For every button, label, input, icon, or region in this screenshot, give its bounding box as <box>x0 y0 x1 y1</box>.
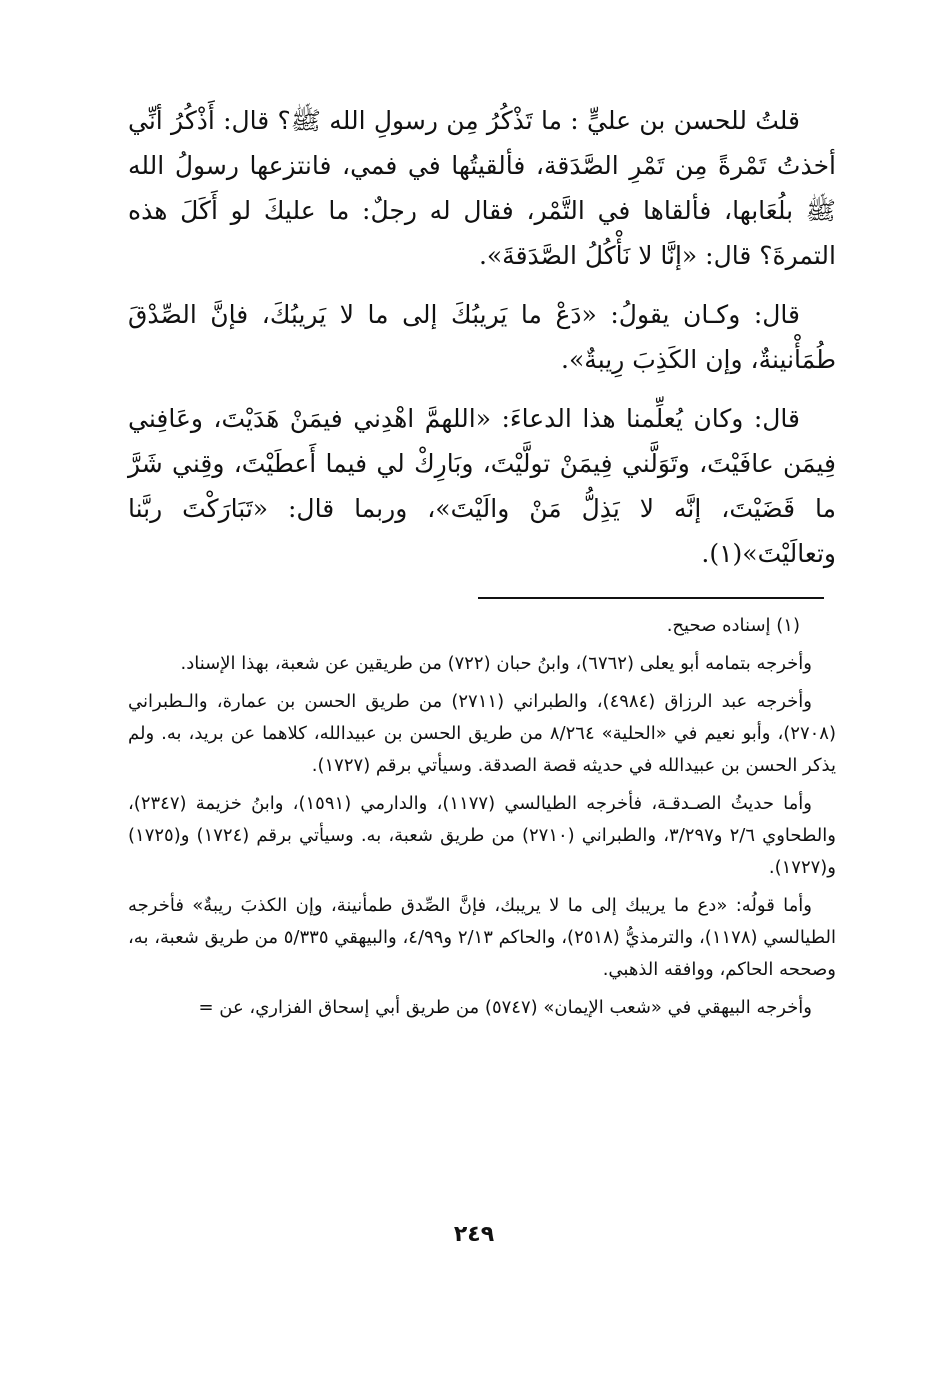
footnote-separator <box>478 597 824 599</box>
main-paragraph: قال: وكان يُعلِّمنا هذا الدعاءَ: «اللهمَّ اهْدِني فيمَنْ هَدَيْتَ، وعَافِني فِيمَن عافَيْتَ، وتَوَلَّني فِيمَنْ تولَّيْتَ، وبَارِكْ لي فيما أَعطَيْتَ، وقِني شَرَّ ما قَضَيْتَ، إنَّه لا يَذِلُّ مَنْ والَيْتَ»، وربما قال: «تَبَارَكْتَ ربَّنا وتعالَيْتَ»(١). <box>128 404 836 568</box>
page-number: ٢٤٩ <box>453 1222 495 1247</box>
footnote-line: وأخرجه عبد الرزاق (٤٩٨٤)، والطبراني (٢٧١١) من طريق الحسن بن عمارة، والـطبراني (٢٧٠٨)، وأبو نعيم في «الحلية» ٨/٢٦٤ من طريق الحسن بن عبيدالله، كلاهما عن بريد، به. ولم يذكر الحسن بن عبيدالله في حديثه قصة الصدقة. وسيأتي برقم (١٧٢٧). <box>128 691 836 776</box>
footnote-line: وأخرجه البيهقي في «شعب الإيمان» (٥٧٤٧) من طريق أبي إسحاق الفزاري، عن = <box>198 997 812 1018</box>
footnote-line: (١) إسناده صحيح. <box>666 615 800 636</box>
footnote-line: وأخرجه بتمامه أبو يعلى (٦٧٦٢)، وابنُ حبان (٧٢٢) من طريقين عن شعبة، بهذا الإسناد. <box>180 653 812 674</box>
main-text <box>128 98 836 590</box>
main-paragraph: قال: وكـان يقولُ: «دَعْ ما يَريبُكَ إلى ما لا يَريبُكَ، فإنَّ الصِّدْقَ طُمَأْنينةٌ، وإن الكَذِبَ رِيبةٌ». <box>128 300 836 374</box>
footnote-line: وأما حديثُ الصـدقـة، فأخرجه الطيالسي (١١٧٧)، والدارمي (١٥٩١)، وابنُ خزيمة (٢٣٤٧)، والطحاوي ٢/٦ و٣/٢٩٧، والطبراني (٢٧١٠) من طريق شعبة، به. وسيأتي برقم (١٧٢٤) و(١٧٢٥) و(١٧٢٧). <box>128 793 836 878</box>
footnotes <box>128 610 836 1030</box>
footnote-line: وأما قولُه: «دع ما يريبك إلى ما لا يريبك، فإنَّ الصِّدق طمأنينة، وإن الكذبَ ريبةٌ» فأخرجه الطيالسي (١١٧٨)، والترمذيُّ (٢٥١٨)، والحاكم ٢/١٣ و٤/٩٩، والبيهقي ٥/٣٣٥ من طريق شعبة، به، وصححه الحاكم، ووافقه الذهبي. <box>128 895 836 980</box>
main-paragraph: قلتُ للحسن بن عليٍّ : ما تَذْكُرُ مِن رسولِ الله ﷺ؟ قال: أَذْكُرُ أنِّي أخذتُ تَمْرةً مِن تَمْرِ الصَّدَقة، فألقيتُها في فمي، فانتزعها رسولُ الله ﷺ بلُعَابها، فألقاها في التَّمْر، فقال له رجلٌ: ما عليكَ لو أَكَلَ هذه التمرةَ؟ قال: «إنَّا لا نَأْكُلُ الصَّدَقةَ». <box>128 106 836 270</box>
